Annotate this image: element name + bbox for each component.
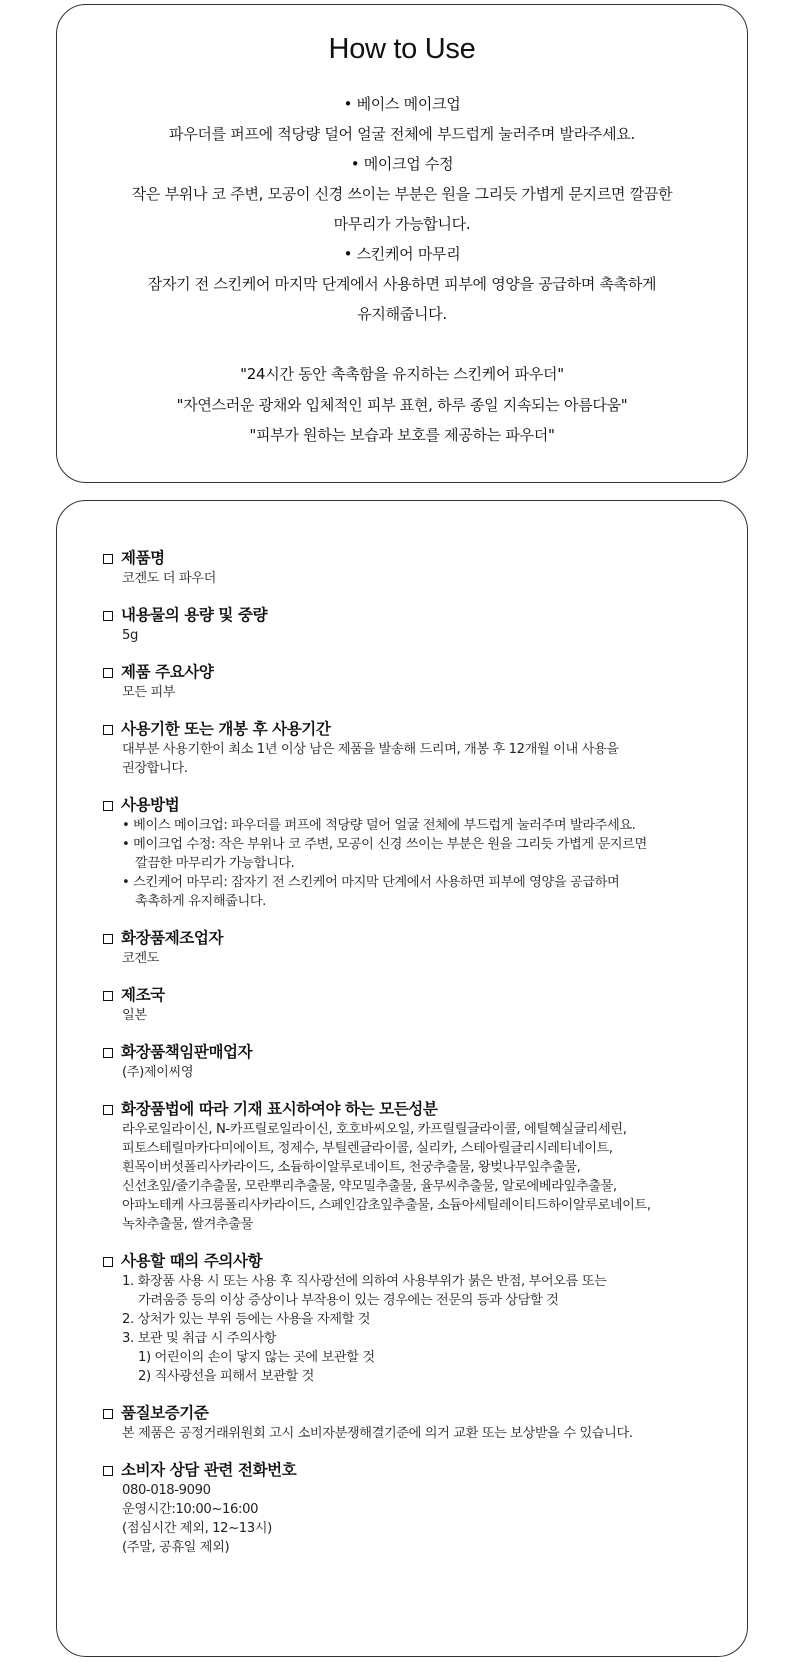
section-label: 소비자 상담 관련 전화번호	[121, 1461, 297, 1479]
contact-lunch-note: (점심시간 제외, 12~13시)	[122, 1521, 272, 1536]
product-info-list	[103, 548, 727, 1574]
section-body	[103, 1063, 727, 1082]
caution-item-3-sub-1: 1) 어린이의 손이 닿지 않는 곳에 보관할 것	[138, 1350, 375, 1365]
checkbox-icon	[103, 668, 113, 678]
ingredients-line-6: 녹차추출물, 쌀겨추출물	[122, 1217, 253, 1232]
section-body	[103, 683, 727, 702]
usage-bullet-1: • 베이스 메이크업: 파우더를 퍼프에 적당량 덜어 얼굴 전체에 부드럽게 눌러주며 발라주세요.	[122, 818, 636, 833]
ingredients-line-5: 아파노테케 사크룸폴리사카라이드, 스페인감초잎추출물, 소듐아세틸레이티드하이알루로네이트,	[122, 1198, 651, 1213]
spacer	[57, 329, 747, 359]
seller-value: (주)제이씨영	[122, 1065, 194, 1080]
ingredients-line-3: 흰목이버섯폴리사카라이드, 소듐하이알루로네이트, 천궁추출물, 왕벚나무잎추출물,	[122, 1160, 581, 1175]
usage-bullet-3: • 스킨케어 마무리: 잠자기 전 스킨케어 마지막 단계에서 사용하면 피부에 영양을 공급하며	[122, 875, 620, 890]
usage-bullet-3-cont: 촉촉하게 유지해줍니다.	[135, 894, 266, 909]
checkbox-icon	[103, 991, 113, 1001]
base-makeup-heading: • 베이스 메이크업	[343, 95, 461, 113]
section-label: 제품명	[121, 549, 165, 567]
makeup-fix-heading: • 메이크업 수정	[350, 155, 454, 173]
section-spec	[103, 662, 727, 702]
tagline-quote-1: "24시간 동안 촉촉함을 유지하는 스킨케어 파우더"	[240, 365, 564, 383]
section-label: 사용기한 또는 개봉 후 사용기간	[121, 720, 331, 738]
checkbox-icon	[103, 1466, 113, 1476]
usage-bullet-2: • 메이크업 수정: 작은 부위나 코 주변, 모공이 신경 쓰이는 부분은 원을 그리듯 가볍게 문지르면	[122, 837, 647, 852]
section-body	[103, 1272, 727, 1386]
caution-item-1: 1. 화장품 사용 시 또는 사용 후 직사광선에 의하여 사용부위가 붉은 반점, 부어오름 또는	[122, 1274, 607, 1289]
caution-item-2: 2. 상처가 있는 부위 등에는 사용을 자제할 것	[122, 1312, 371, 1327]
section-heading	[103, 1099, 727, 1120]
section-heading	[103, 1403, 727, 1424]
checkbox-icon	[103, 1105, 113, 1115]
section-heading	[103, 719, 727, 740]
checkbox-icon	[103, 934, 113, 944]
section-body	[103, 569, 727, 588]
checkbox-icon	[103, 801, 113, 811]
expiry-text-1: 대부분 사용기한이 최소 1년 이상 남은 제품을 발송해 드리며, 개봉 후 12개월 이내 사용을	[122, 742, 619, 757]
section-body	[103, 949, 727, 968]
expiry-text-2: 권장합니다.	[122, 761, 188, 776]
product-name-value: 코겐도 더 파우더	[122, 571, 216, 586]
section-heading	[103, 1042, 727, 1063]
section-volume	[103, 605, 727, 645]
caution-item-1-cont: 가려움증 등의 이상 증상이나 부작용이 있는 경우에는 전문의 등과 상담할 것	[138, 1293, 559, 1308]
section-label: 제조국	[121, 986, 165, 1004]
section-heading	[103, 662, 727, 683]
section-body	[103, 1006, 727, 1025]
section-body	[103, 1120, 727, 1234]
contact-holiday-note: (주말, 공휴일 제외)	[122, 1540, 230, 1555]
contact-hours: 운영시간:10:00~16:00	[122, 1502, 259, 1517]
section-caution	[103, 1251, 727, 1386]
checkbox-icon	[103, 1048, 113, 1058]
section-label: 화장품제조업자	[121, 929, 224, 947]
skincare-finish-heading: • 스킨케어 마무리	[343, 245, 461, 263]
section-origin	[103, 985, 727, 1025]
section-contact	[103, 1460, 727, 1557]
skincare-finish-text-1: 잠자기 전 스킨케어 마지막 단계에서 사용하면 피부에 영양을 공급하며 촉촉하게	[147, 275, 657, 293]
section-heading	[103, 1460, 727, 1481]
section-label: 사용방법	[121, 796, 180, 814]
section-body	[103, 740, 727, 778]
checkbox-icon	[103, 611, 113, 621]
tagline-quote-2: "자연스러운 광채와 입체적인 피부 표현, 하루 종일 지속되는 아름다움"	[176, 395, 628, 414]
section-expiry	[103, 719, 727, 778]
warranty-value: 본 제품은 공정거래위원회 고시 소비자분쟁해결기준에 의거 교환 또는 보상받을 수 있습니다.	[122, 1426, 633, 1441]
section-usage	[103, 795, 727, 911]
skincare-finish-text-2: 유지해줍니다.	[357, 305, 447, 323]
origin-value: 일본	[122, 1008, 147, 1023]
section-seller	[103, 1042, 727, 1082]
product-info-card	[56, 500, 748, 1657]
section-label: 제품 주요사양	[121, 663, 214, 681]
ingredients-line-2: 피토스테릴마카다미에이트, 정제수, 부틸렌글라이콜, 실리카, 스테아릴글리시레티네이트,	[122, 1141, 613, 1156]
section-heading	[103, 1251, 727, 1272]
section-product-name	[103, 548, 727, 588]
makeup-fix-text-1: 작은 부위나 코 주변, 모공이 신경 쓰이는 부분은 원을 그리듯 가볍게 문지르면 깔끔한	[131, 185, 673, 203]
usage-bullet-2-cont: 깔끔한 마무리가 가능합니다.	[135, 856, 295, 871]
section-heading	[103, 605, 727, 626]
section-body	[103, 1424, 727, 1443]
section-label: 화장품법에 따라 기재 표시하여야 하는 모든성분	[121, 1100, 438, 1118]
caution-item-3: 3. 보관 및 취급 시 주의사항	[122, 1331, 277, 1346]
how-to-use-card	[56, 4, 748, 483]
section-label: 내용물의 용량 및 중량	[121, 606, 268, 624]
checkbox-icon	[103, 725, 113, 735]
section-warranty	[103, 1403, 727, 1443]
how-to-use-title: How to Use	[328, 33, 476, 65]
section-heading	[103, 548, 727, 569]
section-heading	[103, 795, 727, 816]
section-ingredients	[103, 1099, 727, 1234]
section-body	[103, 816, 727, 911]
checkbox-icon	[103, 1257, 113, 1267]
section-heading	[103, 985, 727, 1006]
makeup-fix-text-2: 마무리가 가능합니다.	[333, 215, 471, 233]
section-label: 품질보증기준	[121, 1404, 209, 1422]
section-heading	[103, 928, 727, 949]
volume-value: 5g	[122, 628, 138, 643]
checkbox-icon	[103, 554, 113, 564]
section-label: 화장품책임판매업자	[121, 1043, 253, 1061]
section-body	[103, 1481, 727, 1557]
ingredients-line-1: 라우로일라이신, N-카프릴로일라이신, 호호바씨오일, 카프릴릴글라이콜, 에틸헥실글리세린,	[122, 1122, 627, 1137]
spec-value: 모든 피부	[122, 685, 176, 700]
manufacturer-value: 코겐도	[122, 951, 160, 966]
section-label: 사용할 때의 주의사항	[121, 1252, 263, 1270]
section-manufacturer	[103, 928, 727, 968]
section-body	[103, 626, 727, 645]
base-makeup-text: 파우더를 퍼프에 적당량 덜어 얼굴 전체에 부드럽게 눌러주며 발라주세요.	[169, 125, 635, 143]
checkbox-icon	[103, 1409, 113, 1419]
contact-phone: 080-018-9090	[122, 1483, 211, 1498]
ingredients-line-4: 신선초잎/줄기추출물, 모란뿌리추출물, 약모밀추출물, 율무씨추출물, 알로에베라잎추출물,	[122, 1179, 617, 1194]
how-to-use-body	[57, 89, 747, 451]
tagline-quote-3: "피부가 원하는 보습과 보호를 제공하는 파우더"	[249, 426, 555, 444]
caution-item-3-sub-2: 2) 직사광선을 피해서 보관할 것	[138, 1369, 314, 1384]
